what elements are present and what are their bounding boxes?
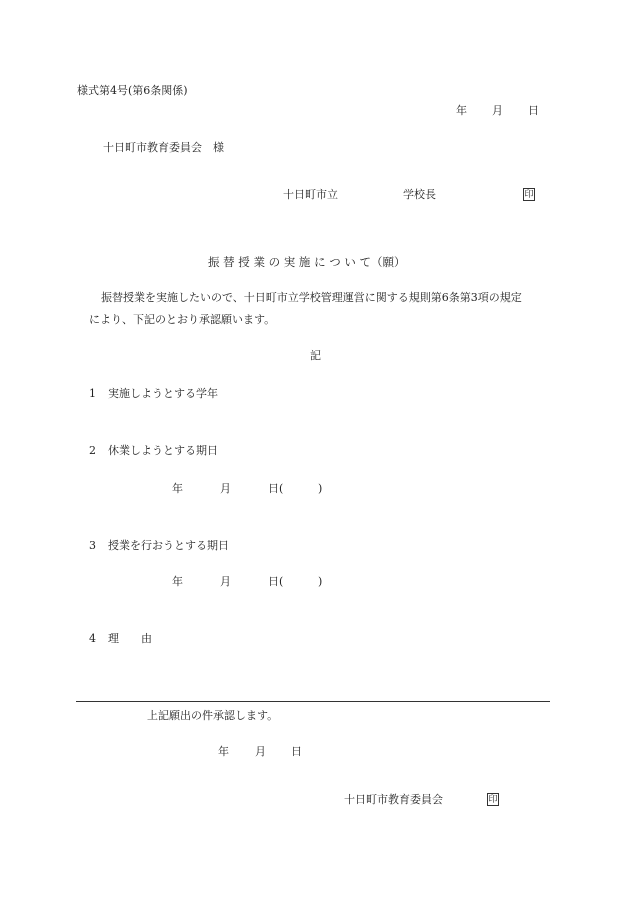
item-3-month: 月 <box>220 575 231 588</box>
form-number: 様式第4号(第6条関係) <box>77 84 188 97</box>
item-1-number: 1 <box>89 387 96 400</box>
item-2-close: ) <box>318 482 323 495</box>
applicant-title: 学校長 <box>403 188 436 201</box>
body-line-2: により、下記のとおり承認願います。 <box>89 313 276 326</box>
item-2-year: 年 <box>172 482 183 495</box>
item-3-day: 日( <box>268 575 284 588</box>
item-2-label: 休業しようとする期日 <box>108 444 218 457</box>
item-3-number: 3 <box>89 539 96 552</box>
item-4-label: 理 由 <box>108 632 152 645</box>
item-4-number: 4 <box>89 632 96 645</box>
header-date-year: 年 <box>456 104 467 117</box>
item-3-year: 年 <box>172 575 183 588</box>
approval-authority: 十日町市教育委員会 <box>344 793 443 806</box>
item-2-number: 2 <box>89 444 96 457</box>
item-3-label: 授業を行おうとする期日 <box>108 539 229 552</box>
body-line-1: 振替授業を実施したいので、十日町市立学校管理運営に関する規則第6条第3項の規定 <box>101 291 522 304</box>
approval-divider <box>76 701 550 702</box>
applicant-seal: 印 <box>524 190 534 200</box>
item-1-label: 実施しようとする学年 <box>108 387 218 400</box>
header-date-day: 日 <box>528 104 539 117</box>
applicant-school-prefix: 十日町市立 <box>283 188 338 201</box>
item-2-day: 日( <box>268 482 284 495</box>
document-title: 振 替 授 業 の 実 施 に つ い て（願） <box>208 255 406 269</box>
item-2-month: 月 <box>220 482 231 495</box>
addressee: 十日町市教育委員会 様 <box>103 141 224 154</box>
ki-heading: 記 <box>310 349 321 362</box>
approval-text: 上記願出の件承認します。 <box>147 709 279 722</box>
approval-month: 月 <box>255 745 266 758</box>
approval-day: 日 <box>291 745 302 758</box>
approval-seal: 印 <box>488 795 498 805</box>
approval-year: 年 <box>218 745 229 758</box>
item-3-close: ) <box>318 575 323 588</box>
header-date-month: 月 <box>492 104 503 117</box>
